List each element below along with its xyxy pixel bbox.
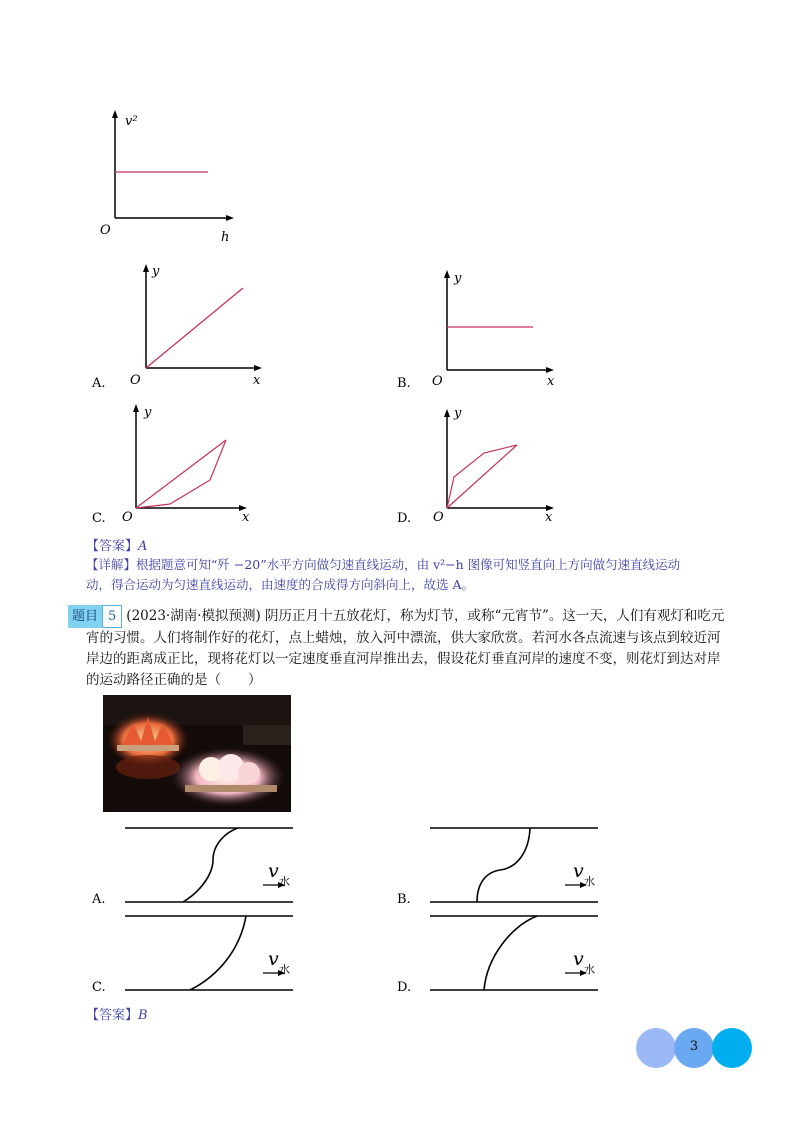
graph-xlabel: h <box>221 230 230 245</box>
y-label: y <box>152 264 160 279</box>
velocity-sub: 水 <box>584 963 595 976</box>
option-letter: A. <box>92 376 106 391</box>
x-label: x <box>545 510 553 525</box>
velocity-sub: 水 <box>279 875 290 888</box>
origin-label: O <box>433 510 444 525</box>
question-line-3: 岸边的距离成正比，现将花灯以一定速度垂直河岸推出去，假设花灯垂直河岸的速度不变，则花灯到达对岸 <box>86 651 721 667</box>
graph-v2-h <box>95 108 245 248</box>
x-label: x <box>242 510 250 525</box>
velocity-label: v <box>268 860 279 882</box>
river-option-c <box>88 910 303 1000</box>
detail-line-1: 【详解】根据题意可知“歼 −20”水平方向做匀速直线运动，由 v²−h 图像可知竖直向上方向做匀速直线运动 <box>86 557 681 572</box>
answer-2 <box>86 1004 148 1023</box>
river-option-b <box>392 822 607 912</box>
option-letter: C. <box>92 511 106 526</box>
badge-circle-left <box>636 1028 676 1068</box>
velocity-label: v <box>573 860 584 882</box>
option-c-graph <box>88 400 263 530</box>
velocity-sub: 水 <box>584 875 595 888</box>
velocity-label: v <box>268 948 279 970</box>
answer-value: A <box>138 539 148 554</box>
option-d-graph <box>392 405 567 530</box>
page-number-badge <box>636 1028 752 1068</box>
question-5 <box>68 605 728 691</box>
velocity-label: v <box>573 948 584 970</box>
option-letter: D. <box>397 511 412 526</box>
option-letter: A. <box>92 892 106 907</box>
question-line-4: 的运动路径正确的是（ ） <box>86 672 262 688</box>
origin-label: O <box>432 374 443 389</box>
river-option-d <box>392 910 607 1000</box>
answer-value: B <box>138 1008 148 1023</box>
question-line-1: (2023·湖南·模拟预测) 阴历正月十五放花灯，称为灯节，或称“元宵节”。这一天，人们有观灯和吃元 <box>126 608 725 624</box>
option-letter: B. <box>397 892 411 907</box>
y-label: y <box>454 271 462 286</box>
graph-origin: O <box>100 223 111 238</box>
detail-1 <box>86 555 726 595</box>
x-label: x <box>253 373 261 388</box>
river-option-a <box>88 822 303 912</box>
detail-line-2: 动，得合运动为匀速直线运动，由速度的合成得方向斜向上，故选 A。 <box>86 577 475 592</box>
option-a-graph <box>88 260 278 395</box>
origin-label: O <box>122 510 133 525</box>
option-letter: D. <box>397 980 412 995</box>
graph-ylabel: v² <box>125 114 138 129</box>
question-number: 5 <box>102 605 122 628</box>
answer-1 <box>86 535 147 554</box>
page-number: 3 <box>689 1039 699 1054</box>
option-b-graph <box>392 266 582 396</box>
badge-circle-right <box>712 1028 752 1068</box>
answer-prefix: 【答案】 <box>86 539 139 554</box>
velocity-sub: 水 <box>279 963 290 976</box>
answer-prefix: 【答案】 <box>86 1008 139 1023</box>
origin-label: O <box>130 373 141 388</box>
x-label: x <box>547 374 555 389</box>
question-line-2: 宵的习惯。人们将制作好的花灯，点上蜡烛，放入河中漂流，供大家欣赏。若河水各点流速与该点到较近河 <box>86 630 721 646</box>
lotus-lantern-photo <box>103 695 291 812</box>
option-letter: B. <box>397 376 411 391</box>
option-letter: C. <box>92 980 106 995</box>
y-label: y <box>144 405 152 420</box>
y-label: y <box>454 406 462 421</box>
question-tag: 题目 <box>68 605 102 628</box>
